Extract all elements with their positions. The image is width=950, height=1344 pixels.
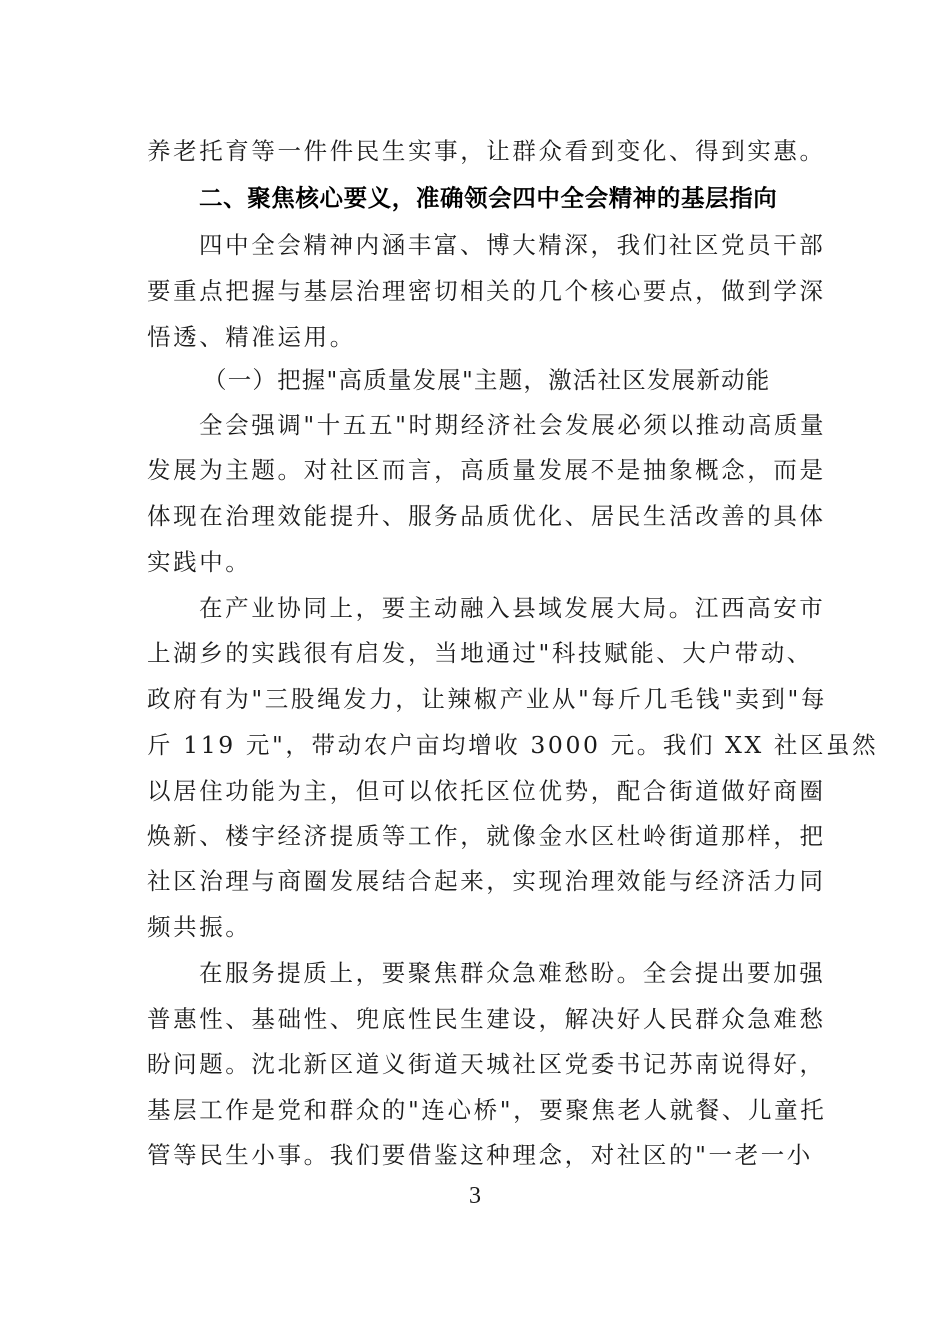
- body-line: 体现在治理效能提升、服务品质优化、居民生活改善的具体: [147, 502, 826, 530]
- body-line: 全会强调"十五五"时期经济社会发展必须以推动高质量: [199, 411, 827, 439]
- body-line: 要重点把握与基层治理密切相关的几个核心要点，做到学深: [147, 277, 826, 305]
- body-line: 管等民生小事。我们要借鉴这种理念，对社区的"一老一小: [147, 1141, 813, 1169]
- body-line: 发展为主题。对社区而言，高质量发展不是抽象概念，而是: [147, 456, 826, 484]
- body-line: 实践中。: [147, 548, 252, 576]
- body-line: 四中全会精神内涵丰富、博大精深，我们社区党员干部: [199, 231, 826, 259]
- body-line: 社区治理与商圈发展结合起来，实现治理效能与经济活力同: [147, 867, 826, 895]
- subsection-heading: （一）把握"高质量发展"主题，激活社区发展新动能: [203, 366, 771, 394]
- body-line: 在产业协同上，要主动融入县域发展大局。江西高安市: [199, 594, 826, 622]
- body-line: 上湖乡的实践很有启发，当地通过"科技赋能、大户带动、: [147, 639, 813, 667]
- page-number: 3: [469, 1183, 481, 1209]
- body-line: 以居住功能为主，但可以依托区位优势，配合街道做好商圈: [147, 777, 826, 805]
- body-line: 养老托育等一件件民生实事，让群众看到变化、得到实惠。: [147, 137, 826, 165]
- body-line: 频共振。: [147, 913, 252, 941]
- body-line: 斤 119 元"，带动农户亩均增收 3000 元。我们 XX 社区虽然: [147, 731, 879, 759]
- body-line: 在服务提质上，要聚焦群众急难愁盼。全会提出要加强: [199, 959, 826, 987]
- body-line: 政府有为"三股绳发力，让辣椒产业从"每斤几毛钱"卖到"每: [147, 685, 828, 713]
- body-line: 基层工作是党和群众的"连心桥"，要聚焦老人就餐、儿童托: [147, 1096, 827, 1124]
- body-line: 普惠性、基础性、兜底性民生建设，解决好人民群众急难愁: [147, 1005, 826, 1033]
- section-heading: 二、聚焦核心要义，准确领会四中全会精神的基层指向: [199, 184, 778, 212]
- body-line: 悟透、精准运用。: [147, 323, 356, 351]
- body-line: 焕新、楼宇经济提质等工作，就像金水区杜岭街道那样，把: [147, 822, 826, 850]
- body-line: 盼问题。沈北新区道义街道天城社区党委书记苏南说得好，: [147, 1050, 826, 1078]
